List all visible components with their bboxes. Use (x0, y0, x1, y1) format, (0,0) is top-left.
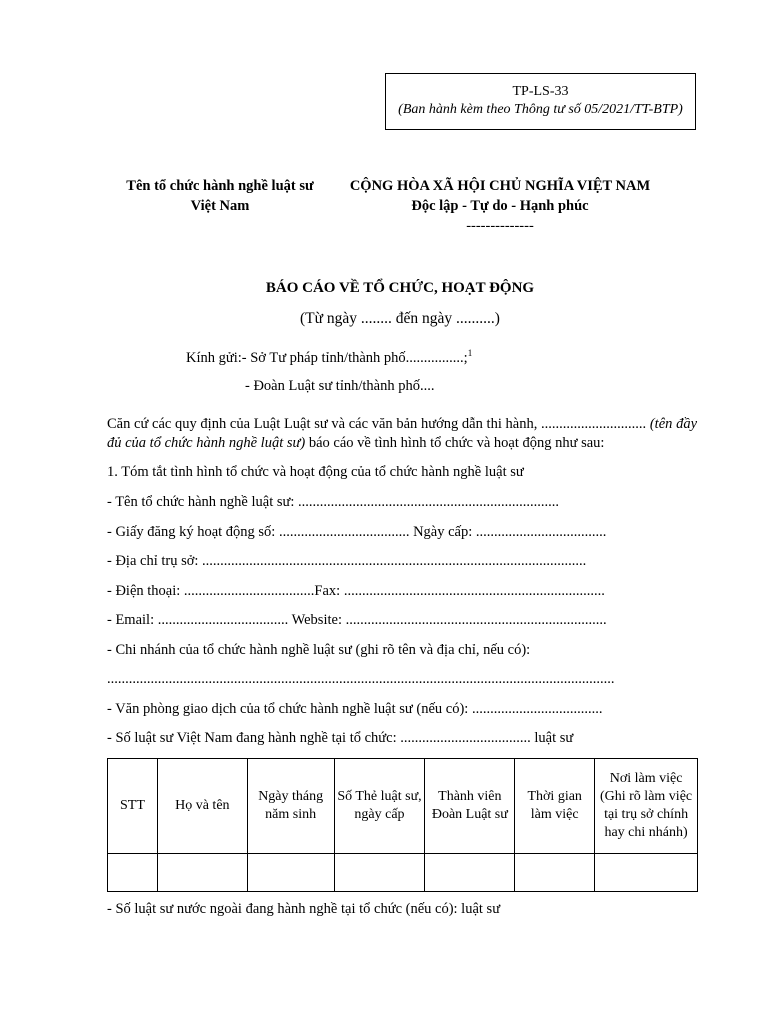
form-reference: (Ban hành kèm theo Thông tư số 05/2021/TT-BTP) (398, 102, 683, 117)
organization-line-1: Tên tổ chức hành nghề luật sư (126, 178, 314, 194)
organization-name (100, 176, 340, 216)
table-cell (425, 854, 515, 892)
table-header-row (108, 759, 698, 854)
intro-text-after: báo cáo về tình hình tổ chức và hoạt động như sau: (305, 435, 605, 451)
header-birth-date: Ngày tháng năm sinh (247, 759, 334, 854)
recipient-line-1 (186, 348, 472, 367)
table-cell (595, 854, 698, 892)
table-row (108, 854, 698, 892)
national-motto: Độc lập - Tự do - Hạnh phúc (411, 198, 589, 214)
form-code-box (385, 73, 696, 130)
organization-line-2: Việt Nam (190, 198, 250, 214)
header-divider: -------------- (466, 218, 534, 234)
header-bar-member: Thành viên Đoàn Luật sư (425, 759, 515, 854)
field-email-website: - Email: .................................... Website: ........................................................................ (107, 612, 607, 628)
intro-italic-note: (tên đầy đủ của tổ chức hành nghề luật sư) (107, 416, 698, 451)
table-cell (247, 854, 334, 892)
lawyer-table (107, 758, 698, 892)
header-full-name: Họ và tên (157, 759, 247, 854)
section-1-heading: 1. Tóm tắt tình hình tổ chức và hoạt động của tổ chức hành nghề luật sư (107, 464, 524, 480)
field-phone-fax: - Điện thoại: ....................................Fax: ........................................................................ (107, 583, 605, 599)
national-header (330, 176, 670, 236)
form-code: TP-LS-33 (512, 84, 569, 99)
field-branches: - Chi nhánh của tổ chức hành nghề luật sư (ghi rõ tên và địa chỉ, nếu có): (107, 642, 531, 658)
report-title: BÁO CÁO VỀ TỔ CHỨC, HOẠT ĐỘNG (265, 280, 535, 296)
header-stt: STT (108, 759, 158, 854)
intro-paragraph (107, 415, 697, 453)
recipient-line-2: - Đoàn Luật sư tỉnh/thành phố.... (245, 378, 435, 394)
field-vn-lawyer-count: - Số luật sư Việt Nam đang hành nghề tại tổ chức: .................................... luật sư (107, 730, 574, 746)
recipient-text-1: Kính gửi:- Sở Tư pháp tỉnh/thành phố................; (186, 349, 468, 366)
report-period: (Từ ngày ........ đến ngày ..........) (300, 310, 500, 327)
nation-name: CỘNG HÒA XÃ HỘI CHỦ NGHĨA VIỆT NAM (349, 178, 651, 194)
header-card-number: Số Thẻ luật sư, ngày cấp (334, 759, 425, 854)
field-foreign-lawyer-count: - Số luật sư nước ngoài đang hành nghề tại tổ chức (nếu có): luật sư (107, 901, 501, 917)
field-branches-dots: ............................................................................................................................................ (107, 671, 615, 687)
field-address: - Địa chỉ trụ sở: .......................................................................................................... (107, 553, 587, 569)
table-cell (515, 854, 595, 892)
table-cell (157, 854, 247, 892)
table-cell (334, 854, 425, 892)
footnote-mark: 1 (467, 348, 473, 358)
field-transaction-office: - Văn phòng giao dịch của tổ chức hành nghề luật sư (nếu có): .................................... (107, 701, 603, 717)
header-workplace: Nơi làm việc (Ghi rõ làm việc tại trụ sở chính hay chi nhánh) (595, 759, 698, 854)
header-work-period: Thời gian làm việc (515, 759, 595, 854)
table-cell (108, 854, 158, 892)
field-org-name: - Tên tổ chức hành nghề luật sư: ........................................................................ (107, 494, 560, 510)
intro-text-before: Căn cứ các quy định của Luật Luật sư và các văn bản hướng dẫn thi hành, ............................. (107, 416, 650, 432)
field-registration: - Giấy đăng ký hoạt động số: .................................... Ngày cấp: .................................... (107, 524, 607, 540)
